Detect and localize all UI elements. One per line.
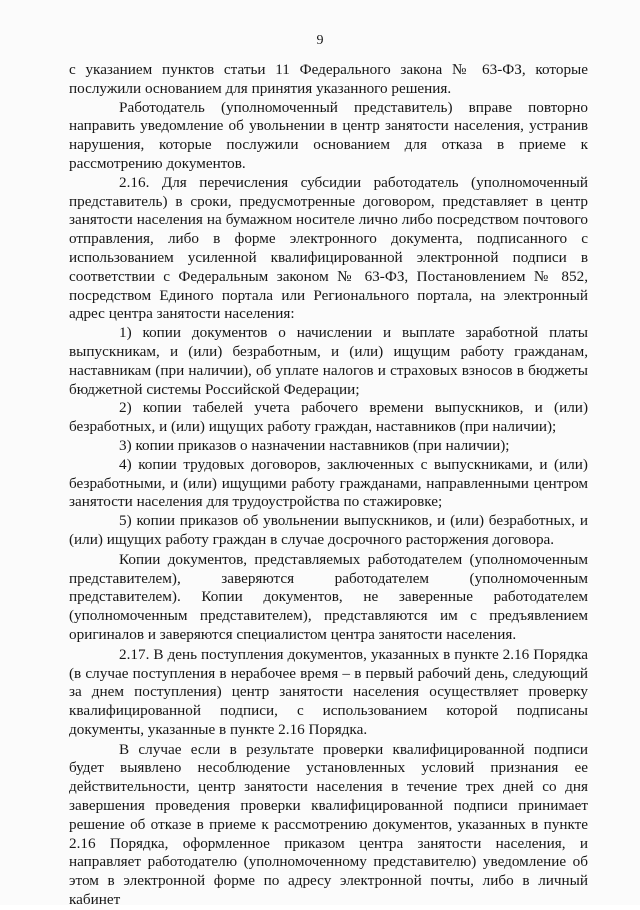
- paragraph-certification: Копии документов, представляемых работодателем (уполномоченным представителем), заверяются работодателем (уполномоченным представителем). Копии документов, не заверенные работодателем (уполномоченным представителем), представляются им с предъявлением оригиналов и заверяются специалистом центра занятости населения.: [69, 550, 588, 643]
- list-item-2: 2) копии табелей учета рабочего времени выпускников, и (или) безработных, и (или) ищущих работу граждан, наставников (при наличии);: [69, 399, 588, 436]
- paragraph-2-16: 2.16. Для перечисления субсидии работодатель (уполномоченный представитель) в сроки, предусмотренные договором, представляет в центр занятости населения на бумажном носителе лично либо посредством почтового отправления, либо в форме электронного документа, подписанного с использованием усиленной квалифицированной электронной подписи в соответствии с Федеральным законом № 63-ФЗ, Постановлением № 852, посредством Единого портала или Регионального портала, на электронный адрес центра занятости населения:: [69, 173, 588, 323]
- list-item-3: 3) копии приказов о назначении наставников (при наличии);: [119, 436, 510, 454]
- paragraph-2-17: 2.17. В день поступления документов, указанных в пункте 2.16 Порядка (в случае поступления в нерабочее время – в первый рабочий день, следующий за днем поступления) центр занятости населения осуществляет проверку квалифицированной подписи, с использованием которой подписаны документы, указанные в пункте 2.16 Порядка.: [69, 645, 588, 738]
- list-item-4: 4) копии трудовых договоров, заключенных с выпускниками, и (или) безработными, и (или) ищущими работу гражданами, направленными центром занятости населения для трудоустройства по стажировке;: [69, 455, 588, 511]
- paragraph-resubmission: Работодатель (уполномоченный представитель) вправе повторно направить уведомление об увольнении в центр занятости населения, устранив нарушения, которые послужили основанием для отказа в приеме к рассмотрению документов.: [69, 98, 588, 172]
- list-item-5: 5) копии приказов об увольнении выпускников, и (или) безработных, и (или) ищущих работу граждан в случае досрочного расторжения договора.: [69, 512, 588, 548]
- paragraph-continuation: с указанием пунктов статьи 11 Федерального закона № 63-ФЗ, которые послужили основанием для принятия указанного решения.: [69, 61, 588, 97]
- document-body: [69, 61, 588, 910]
- paragraph-signature-check: В случае если в результате проверки квалифицированной подписи будет выявлено несоблюдение установленных условий признания ее действительности, центр занятости населения в течение трех дней со дня завершения проведения проверки квалифицированной подписи принимает решение об отказе в приеме к рассмотрению документов, указанных в пункте 2.16 Порядка, оформленное приказом центра занятости населения, и направляет работодателю (уполномоченному представителю) уведомление об этом в электронной форме по адресу электронной почты, либо в личный кабинет: [69, 740, 588, 909]
- page-number: 9: [316, 33, 324, 48]
- list-item-1: 1) копии документов о начислении и выплате заработной платы выпускникам, и (или) безработным, и (или) ищущим работу гражданам, наставникам (при наличии), об уплате налогов и страховых взносов в бюджеты бюджетной системы Российской Федерации;: [69, 324, 588, 398]
